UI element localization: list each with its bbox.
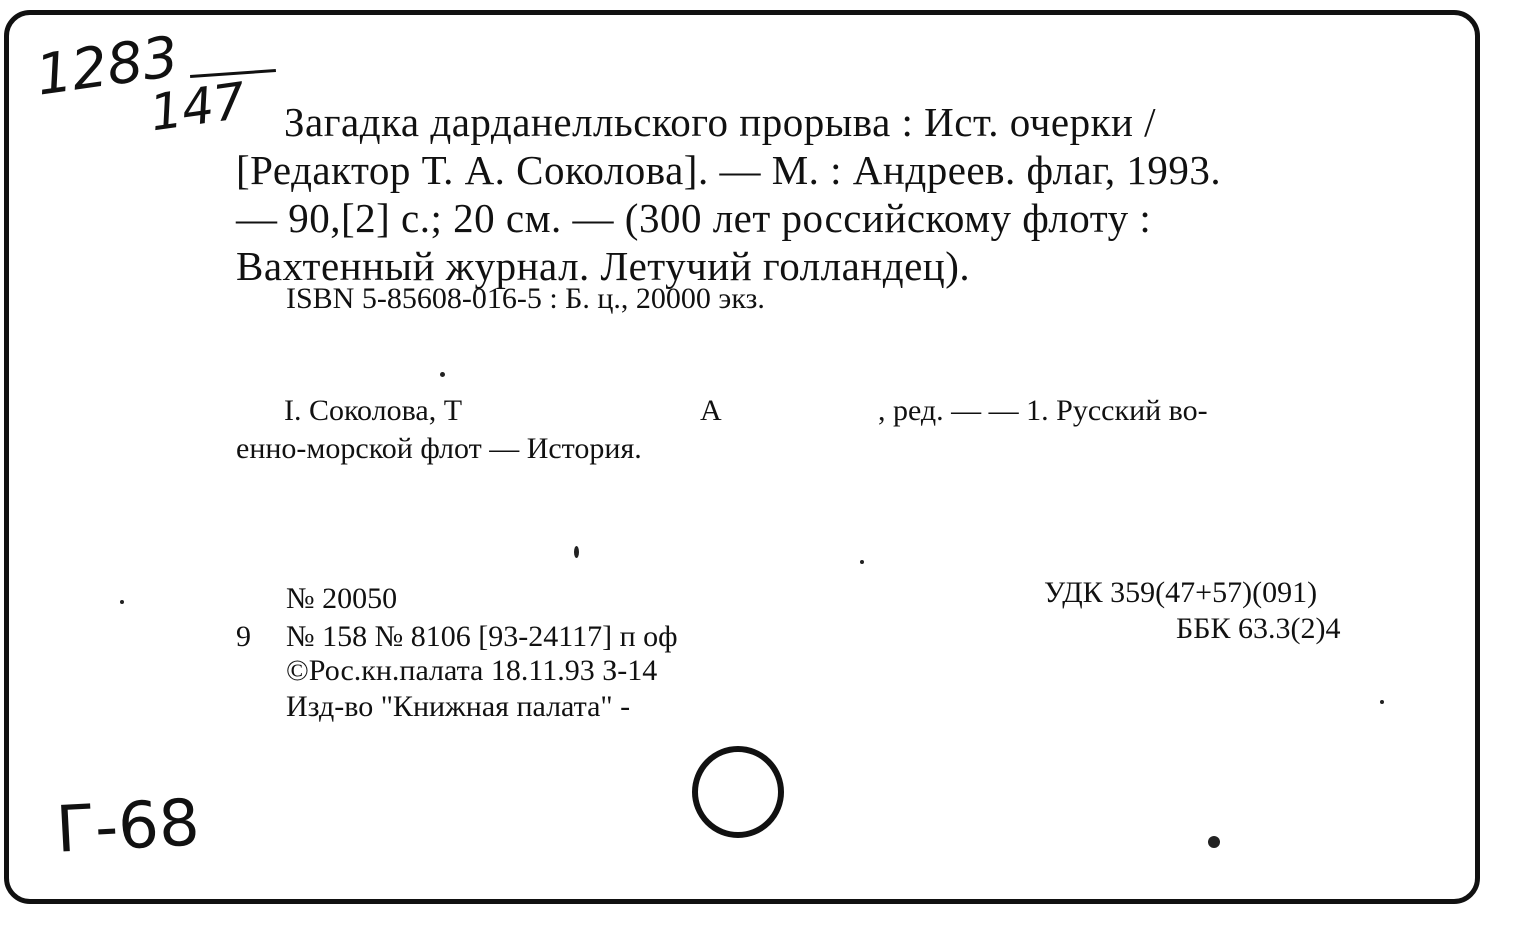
- description-line-2: [Редактор Т. А. Соколова]. — М. : Андреев. флаг, 1993.: [236, 147, 1222, 193]
- description-line-4: Вахтенный журнал. Летучий голландец).: [236, 243, 971, 289]
- record-prefix: 9: [236, 620, 251, 653]
- speck: [440, 372, 445, 377]
- speck: [860, 560, 864, 564]
- tracing-subject: , ред. — — 1. Русский во-: [878, 394, 1208, 427]
- record-number: № 20050: [286, 582, 398, 615]
- handwritten-call-number-top: 1283: [32, 24, 183, 109]
- description-line-1: Загадка дарданелльского прорыва : Ист. очерки /: [284, 99, 1157, 145]
- handwritten-call-number-bottom: 147: [146, 71, 250, 143]
- tracing-line-2: енно-морской флот — История.: [236, 432, 642, 465]
- description-line-3: — 90,[2] с.; 20 см. — (300 лет российскому флоту :: [236, 195, 1152, 241]
- speck: [1380, 700, 1384, 704]
- speck: [120, 600, 124, 604]
- handwritten-shelf-mark: Г-68: [54, 786, 202, 868]
- udk-code: УДК 359(47+57)(091): [1044, 576, 1318, 609]
- isbn-line: ISBN 5-85608-016-5 : Б. ц., 20000 экз.: [286, 282, 765, 315]
- speck: [574, 546, 579, 558]
- tracing-initial: А: [700, 394, 722, 427]
- record-publisher-line: Изд-во "Книжная палата" -: [286, 690, 631, 723]
- tracing-author: I. Соколова, Т: [284, 394, 463, 427]
- bbk-code: ББК 63.3(2)4: [1176, 612, 1341, 645]
- card-punch-hole: [692, 746, 784, 838]
- record-copyright-line: ©Рос.кн.палата 18.11.93 З-14: [286, 654, 658, 687]
- speck: [1208, 836, 1220, 848]
- record-numbers-line: № 158 № 8106 [93-24117] п оф: [286, 620, 678, 653]
